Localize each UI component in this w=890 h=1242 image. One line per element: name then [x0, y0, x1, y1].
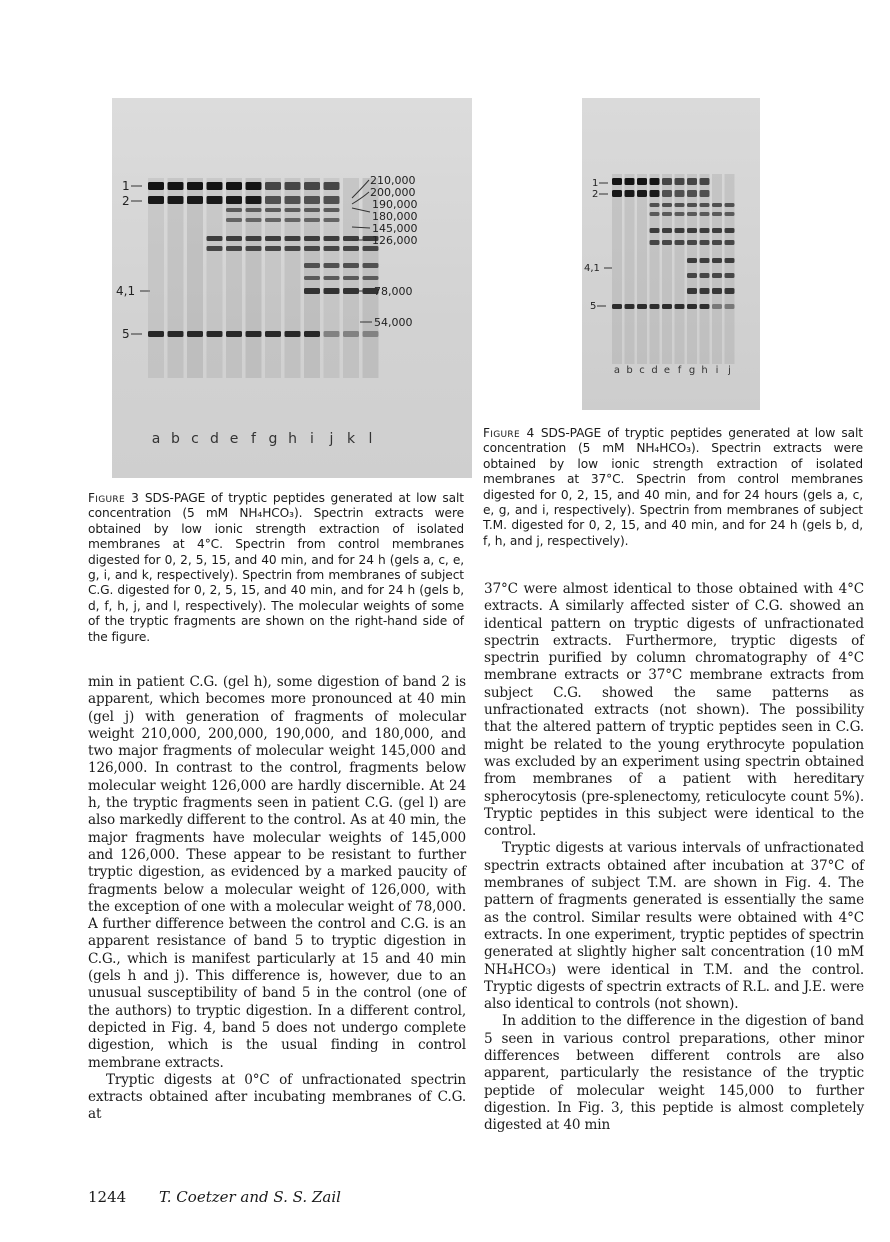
gel-band — [168, 196, 184, 204]
gel-band — [650, 178, 660, 185]
gel-band — [207, 331, 223, 337]
gel-band — [246, 218, 262, 222]
gel-band — [700, 203, 710, 207]
gel-band — [725, 258, 735, 263]
gel-band — [662, 228, 672, 233]
running-authors: T. Coetzer and S. S. Zail — [158, 1188, 341, 1206]
fig3-mw-label: 180,000 — [372, 210, 418, 223]
fig3-mw-label: 126,000 — [372, 234, 418, 247]
gel-band — [246, 196, 262, 204]
gel-band — [285, 182, 301, 190]
gel-band — [226, 236, 242, 241]
fig3-band-label: 1 — [122, 179, 130, 193]
gel-band — [725, 228, 735, 233]
gel-band — [285, 208, 301, 212]
gel-lane-label: g — [688, 365, 696, 376]
gel-band — [700, 304, 710, 309]
gel-band — [226, 182, 242, 190]
gel-lane-label: f — [677, 365, 682, 376]
gel-band — [265, 246, 281, 251]
gel-band — [650, 304, 660, 309]
gel-band — [148, 182, 164, 190]
gel-lane-smear — [207, 178, 223, 378]
gel-band — [304, 196, 320, 204]
gel-band — [187, 182, 203, 190]
gel-lane-label: d — [210, 431, 219, 447]
gel-lane-label: j — [728, 365, 731, 376]
gel-band — [687, 240, 697, 245]
gel-band — [265, 208, 281, 212]
fig3-band-label: 4,1 — [116, 284, 136, 298]
gel-band — [687, 258, 697, 263]
gel-band — [662, 178, 672, 185]
gel-band — [324, 218, 340, 222]
figure-3-gel-image — [112, 98, 472, 478]
gel-band — [148, 196, 164, 204]
gel-band — [725, 203, 735, 207]
fig3-band-label: 5 — [122, 327, 130, 341]
gel-band — [712, 240, 722, 245]
gel-band — [687, 228, 697, 233]
gel-band — [625, 304, 635, 309]
fig4-band-label: 1 — [592, 178, 599, 189]
left-text-column — [88, 674, 466, 1124]
gel-band — [700, 240, 710, 245]
gel-band — [304, 218, 320, 222]
gel-band — [187, 331, 203, 337]
gel-lane-label: i — [310, 431, 314, 447]
gel-band — [285, 246, 301, 251]
gel-band — [675, 178, 685, 185]
gel-band — [625, 178, 635, 185]
fig3-mw-label: 190,000 — [372, 198, 418, 211]
gel-band — [324, 246, 340, 251]
gel-band — [675, 190, 685, 197]
gel-band — [712, 258, 722, 263]
fig4-band-label: 2 — [592, 189, 599, 200]
gel-lane-label: c — [191, 431, 199, 447]
gel-band — [324, 288, 340, 294]
gel-band — [343, 263, 359, 268]
gel-band — [650, 203, 660, 207]
figure-3-caption — [88, 491, 464, 645]
gel-band — [662, 304, 672, 309]
gel-band — [324, 196, 340, 204]
figure-4-gel-image — [582, 98, 760, 410]
gel-band — [700, 212, 710, 216]
gel-lane-smear — [712, 174, 722, 364]
gel-band — [700, 178, 710, 185]
gel-lane-smear — [662, 174, 672, 364]
gel-band — [246, 331, 262, 337]
paragraph: min in patient C.G. (gel h), some digestion of band 2 is apparent, which becomes more pronounced at 40 min (gel j) with generation of fragments of molecular weight 210,000, 200,000, 190,000, and 180,000, and two major fragments of molecular weight 145,000 and 126,000. In contrast to the control, fragments below molecular weight 126,000 are hardly discernible. At 24 h, the tryptic fragments seen in patient C.G. (gel l) are also markedly different to the control. As at 40 min, the major fragments have molecular weights of 145,000 and 126,000. These appear to be resistant to further tryptic digestion, as evidenced by a marked paucity of fragments below a molecular weight of 126,000, with the exception of one with a molecular weight of 78,000. A further difference between the control and C.G. is an apparent resistance of band 5 to tryptic digestion in C.G., which is manifest particularly at 15 and 40 min (gels h and j). This difference is, however, due to an unusual susceptibility of band 5 in the control (one of the authors) to tryptic digestion. In a different control, depicted in Fig. 4, band 5 does not undergo complete digestion, which is the usual finding in control membrane extracts. — [88, 674, 466, 1071]
gel-lane-smear — [687, 174, 697, 364]
gel-lane-label: i — [715, 365, 719, 376]
gel-band — [207, 196, 223, 204]
gel-lane-smear — [650, 174, 660, 364]
gel-lane-smear — [187, 178, 203, 378]
gel-band — [650, 212, 660, 216]
gel-band — [725, 240, 735, 245]
gel-band — [324, 331, 340, 337]
gel-band — [712, 288, 722, 294]
gel-band — [343, 246, 359, 251]
gel-lane-label: c — [639, 365, 645, 376]
gel-band — [343, 276, 359, 280]
gel-band — [650, 240, 660, 245]
fig3-mw-label: 54,000 — [374, 316, 413, 329]
gel-lane-smear — [700, 174, 710, 364]
gel-band — [725, 288, 735, 294]
gel-band — [304, 246, 320, 251]
gel-band — [725, 212, 735, 216]
gel-band — [712, 228, 722, 233]
gel-band — [363, 276, 379, 280]
figure-4-caption-text: SDS-PAGE of tryptic peptides generated at low salt concentration (5 mM NH₄HCO₃). Spectrin extracts were obtained by low ionic strength extraction of isolated membranes at 37°C. Spectrin from control membranes digested for 0, 2, 15, and 40 min, and for 24 hours (gels a, c, e, g, and i, respectively). Spectrin from membranes of subject T.M. digested for 0, 2, 15, and 40 min, and for 24 h (gels b, d, f, h, and j, respectively). — [483, 426, 863, 548]
gel-lane-smear — [725, 174, 735, 364]
gel-band — [148, 331, 164, 337]
gel-band — [725, 273, 735, 278]
figure-4-label: Figure 4 — [483, 426, 535, 440]
fig4-band-label: 4,1 — [584, 263, 600, 274]
gel-band — [304, 331, 320, 337]
gel-band — [304, 182, 320, 190]
gel-band — [246, 208, 262, 212]
gel-band — [363, 263, 379, 268]
gel-band — [637, 178, 647, 185]
gel-band — [612, 178, 622, 185]
gel-band — [265, 196, 281, 204]
gel-band — [675, 304, 685, 309]
figure-4-caption — [483, 426, 863, 549]
gel-band — [700, 258, 710, 263]
gel-band — [625, 190, 635, 197]
gel-lane-label: g — [268, 431, 278, 447]
gel-band — [650, 228, 660, 233]
gel-lane-label: f — [251, 431, 256, 447]
fig3-mw-label: 200,000 — [370, 186, 416, 199]
gel-band — [363, 331, 379, 337]
gel-band — [226, 246, 242, 251]
gel-band — [207, 236, 223, 241]
gel-lane-label: l — [368, 431, 373, 447]
gel-band — [265, 182, 281, 190]
gel-band — [207, 246, 223, 251]
gel-band — [285, 331, 301, 337]
paragraph: Tryptic digests at various intervals of unfractionated spectrin extracts obtained after incubation at 37°C of membranes of subject T.M. are shown in Fig. 4. The pattern of fragments generated is essentially the same as the control. Similar results were obtained with 4°C extracts. In one experiment, tryptic peptides of spectrin generated at slightly higher salt concentration (10 mM NH₄HCO₃) were identical in T.M. and the control. Tryptic digests of spectrin extracts of R.L. and J.E. were also identical to controls (not shown). — [484, 840, 864, 1013]
gel-band — [304, 276, 320, 280]
gel-band — [637, 190, 647, 197]
gel-band — [324, 208, 340, 212]
gel-band — [687, 212, 697, 216]
gel-band — [265, 218, 281, 222]
gel-band — [285, 218, 301, 222]
gel-lane-label: b — [171, 431, 180, 447]
gel-band — [246, 236, 262, 241]
gel-band — [700, 288, 710, 294]
paragraph: 37°C were almost identical to those obtained with 4°C extracts. A similarly affected sister of C.G. showed an identical pattern on tryptic digests of unfractionated spectrin extracts. Furthermore, tryptic digests of spectrin purified by column chromatography of 4°C membrane extracts or 37°C membrane extracts from subject C.G. showed the same patterns as unfractionated extracts (not shown). The possibility that the altered pattern of tryptic peptides seen in C.G. might be related to the young erythrocyte population was excluded by an experiment using spectrin obtained from membranes of a patient with hereditary spherocytosis (pre-splenectomy, reticulocyte count 5%). Tryptic peptides in this subject were identical to the control. — [484, 581, 864, 840]
paragraph: In addition to the difference in the digestion of band 5 seen in various control preparations, other minor differences between different controls are also apparent, particularly the resistance of the tryptic peptide of molecular weight 145,000 to further digestion. In Fig. 3, this peptide is almost completely digested at 40 min — [484, 1013, 864, 1134]
figure-4-gel — [582, 98, 760, 410]
gel-band — [246, 182, 262, 190]
page-number: 1244 — [88, 1188, 127, 1206]
gel-band — [700, 190, 710, 197]
gel-band — [304, 288, 320, 294]
gel-band — [712, 273, 722, 278]
gel-band — [725, 304, 735, 309]
gel-lane-label: b — [626, 365, 633, 376]
gel-lane-smear — [675, 174, 685, 364]
gel-lane-label: e — [229, 431, 239, 447]
gel-band — [687, 190, 697, 197]
gel-band — [662, 240, 672, 245]
gel-band — [675, 203, 685, 207]
gel-band — [304, 236, 320, 241]
gel-lane-label: j — [329, 431, 334, 447]
gel-lane-smear — [148, 178, 164, 378]
page-footer — [88, 1188, 341, 1206]
gel-band — [324, 236, 340, 241]
gel-lane-smear — [637, 174, 647, 364]
gel-lane-label: h — [701, 365, 708, 376]
gel-band — [324, 276, 340, 280]
gel-band — [226, 218, 242, 222]
gel-band — [712, 203, 722, 207]
gel-band — [324, 182, 340, 190]
gel-band — [304, 263, 320, 268]
gel-band — [226, 331, 242, 337]
gel-lane-smear — [625, 174, 635, 364]
gel-band — [343, 331, 359, 337]
figure-3-gel — [112, 98, 472, 478]
gel-band — [226, 196, 242, 204]
gel-lane-smear — [612, 174, 622, 364]
gel-band — [675, 240, 685, 245]
gel-band — [246, 246, 262, 251]
gel-lane-label: h — [288, 431, 297, 447]
gel-band — [324, 263, 340, 268]
gel-band — [168, 331, 184, 337]
gel-band — [675, 228, 685, 233]
gel-band — [687, 273, 697, 278]
gel-lane-smear — [168, 178, 184, 378]
gel-band — [675, 212, 685, 216]
gel-band — [265, 331, 281, 337]
gel-band — [700, 273, 710, 278]
gel-band — [687, 304, 697, 309]
gel-band — [226, 208, 242, 212]
gel-band — [662, 212, 672, 216]
gel-lane-label: a — [151, 431, 161, 447]
gel-band — [304, 208, 320, 212]
gel-lane-label: a — [613, 365, 621, 376]
gel-lane-label: d — [651, 365, 658, 376]
fig3-mw-label: 210,000 — [370, 174, 416, 187]
gel-band — [687, 288, 697, 294]
gel-band — [637, 304, 647, 309]
gel-band — [612, 190, 622, 197]
gel-band — [687, 178, 697, 185]
paragraph: Tryptic digests at 0°C of unfractionated spectrin extracts obtained after incubating membranes of C.G. at — [88, 1071, 466, 1123]
right-text-column — [484, 581, 864, 1135]
fig3-band-label: 2 — [122, 194, 130, 208]
fig4-band-label: 5 — [590, 301, 597, 312]
gel-band — [285, 196, 301, 204]
gel-band — [612, 304, 622, 309]
gel-band — [168, 182, 184, 190]
gel-band — [650, 190, 660, 197]
gel-band — [700, 228, 710, 233]
gel-band — [687, 203, 697, 207]
figure-3-caption-text: SDS-PAGE of tryptic peptides generated at low salt concentration (5 mM NH₄HCO₃). Spectrin extracts were obtained by low ionic strength extraction of isolated membranes at 4°C. Spectrin from control membranes digested for 0, 2, 5, 15, and 40 min, and for 24 h (gels a, c, e, g, i, and k, respectively). Spectrin from membranes of subject C.G. digested for 0, 2, 5, 15, and 40 min, and for 24 h (gels b, d, f, h, j, and l, respectively). The molecular weights of some of the tryptic fragments are shown on the right-hand side of the figure. — [88, 491, 464, 644]
gel-band — [662, 203, 672, 207]
gel-band — [207, 182, 223, 190]
gel-band — [712, 212, 722, 216]
fig3-mw-label: 145,000 — [372, 222, 418, 235]
gel-band — [187, 196, 203, 204]
gel-lane-label: e — [663, 365, 671, 376]
gel-band — [662, 190, 672, 197]
fig3-mw-label: 78,000 — [374, 285, 413, 298]
gel-band — [285, 236, 301, 241]
gel-band — [712, 304, 722, 309]
gel-lane-label: k — [346, 431, 356, 447]
figure-3-label: Figure 3 — [88, 491, 140, 505]
gel-band — [265, 236, 281, 241]
